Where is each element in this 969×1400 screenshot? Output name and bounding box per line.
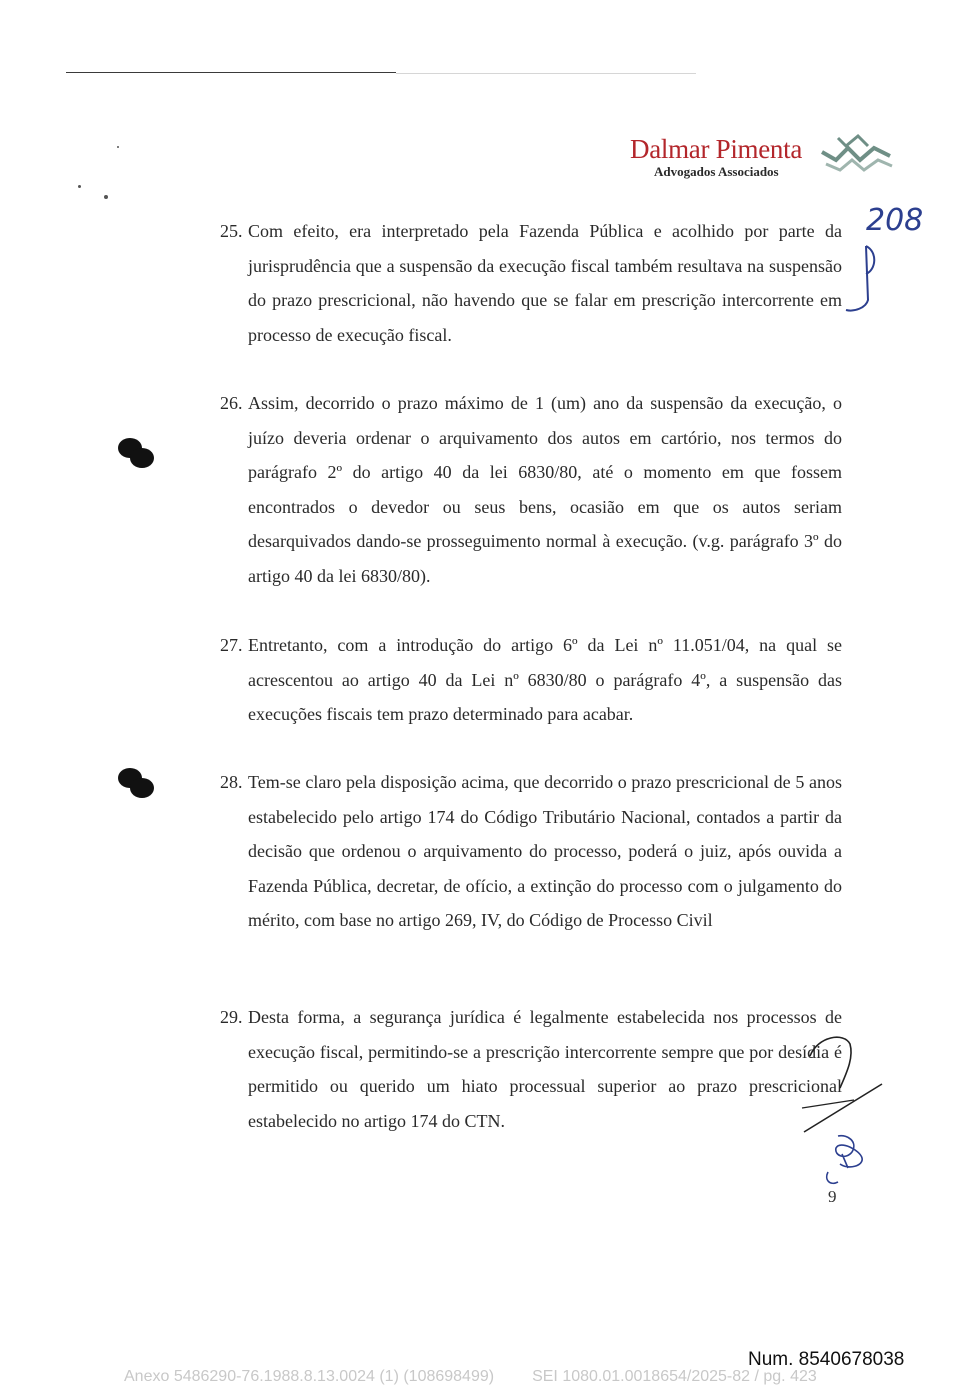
scan-speck <box>117 146 119 148</box>
punch-hole-icon <box>116 766 156 800</box>
signature-icon <box>818 1128 870 1190</box>
top-rule-faint <box>396 73 696 74</box>
paragraph-number: 25. <box>220 221 243 241</box>
paragraph-29 <box>220 1000 842 1138</box>
initials-mark-icon <box>840 240 880 320</box>
paragraph-25 <box>220 214 842 352</box>
paragraph-26 <box>220 386 842 594</box>
paragraph-number: 29. <box>220 1007 243 1027</box>
paragraph-text: Tem-se claro pela disposição acima, que decorrido o prazo prescricional de 5 anos estabelecido pelo artigo 174 do Código Tributário Nacional, contados a partir da decisão que ordenou o arquivamento do processo, poderá o juiz, após ouvida a Fazenda Pública, decretar, de ofício, a extinção do processo com o julgamento do mérito, com base no artigo 269, IV, do Código de Processo Civil <box>248 772 842 931</box>
footer-stamp <box>124 1368 817 1386</box>
paragraph-text: Assim, decorrido o prazo máximo de 1 (um) ano da suspensão da execução, o juízo deveria ordenar o arquivamento dos autos em cartório, nos termos do parágrafo 2º do artigo 40 da lei 6830/80, até o momento em que fossem encontrados o devedor ou seus bens, ocasião em que os autos seriam desarquivados dando-se prosseguimento normal à execução. (v.g. parágrafo 3º do artigo 40 da lei 6830/80). <box>248 393 842 586</box>
document-number: Num. 8540678038 <box>748 1349 905 1370</box>
paragraph-27 <box>220 628 842 732</box>
paragraph-28 <box>220 765 842 938</box>
firm-subtitle: Advogados Associados <box>654 164 779 179</box>
paragraph-text: Desta forma, a segurança jurídica é legalmente estabelecida nos processos de execução fiscal, permitindo-se a prescrição intercorrente sempre que por desídia é permitido ou querido um hiato processual superior ao prazo prescricional estabelecido no artigo 174 do CTN. <box>248 1007 842 1131</box>
page-number: 9 <box>828 1187 837 1206</box>
sei-reference: SEI 1080.01.0018654/2025-82 / pg. 423 <box>532 1368 817 1385</box>
annex-reference: Anexo 5486290-76.1988.8.13.0024 (1) (108698499) <box>124 1368 495 1385</box>
paragraph-number: 27. <box>220 635 243 655</box>
paragraph-text: Com efeito, era interpretado pela Fazenda Pública e acolhido por parte da jurisprudência que a suspensão da execução fiscal também resultava na suspensão do prazo prescricional, não havendo que se falar em prescrição intercorrente em processo de execução fiscal. <box>248 221 842 345</box>
paragraph-text: Entretanto, com a introdução do artigo 6º da Lei nº 11.051/04, na qual se acrescentou ao artigo 40 da Lei nº 6830/80 o parágrafo 4º, a suspensão das execuções fiscais tem prazo determinado para acabar. <box>248 635 842 725</box>
paragraph-number: 26. <box>220 393 243 413</box>
firm-name: Dalmar Pimenta <box>630 134 802 164</box>
paragraph-number: 28. <box>220 772 243 792</box>
punch-hole-icon <box>116 436 156 470</box>
firm-logo-icon <box>818 130 894 180</box>
top-rule <box>66 72 396 73</box>
scan-speck <box>78 185 81 188</box>
scan-speck <box>104 195 108 199</box>
folio-number: 208 <box>866 203 924 238</box>
